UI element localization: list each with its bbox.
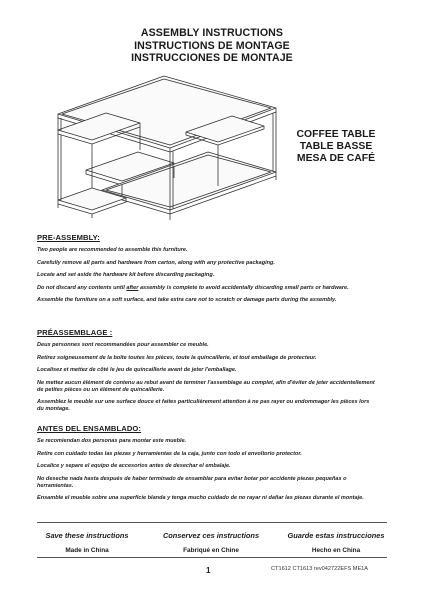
page-number: 1 [206, 566, 211, 575]
list-item: Assemble the furniture on a soft surface, and take extra care not to scratch or damage parts during the assembly. [37, 297, 337, 303]
list-item: Deux personnes sont recommandées pour assembler ce meuble. [37, 342, 209, 348]
list-item: Ensamble el mueble sobre una superficie blanda y tenga mucho cuidado de no rayar ni dañar las piezas durante el montaje. [37, 495, 364, 502]
title-french: INSTRUCTIONS DE MONTAGE [134, 39, 290, 52]
list-item: Ne mettez aucun élément de contenu au rebut avant de terminer l'assemblage au complet, afin d'éviter de jeter accidentellement de petites pièces ou un élément de quincaillerie. [37, 379, 375, 393]
list-item: Se recomiendan dos personas para montar este mueble. [37, 438, 187, 444]
product-name-french: TABLE BASSE [299, 141, 373, 153]
title-english: ASSEMBLY INSTRUCTIONS [140, 27, 284, 39]
item-text: assembly is complete to avoid accidentally discarding small parts or hardware. [138, 284, 349, 291]
section-heading-french: PRÉASSEMBLAGE : [37, 328, 113, 337]
footer-divider [37, 557, 387, 558]
title-spanish: INSTRUCCIONES DE MONTAJE [131, 52, 293, 64]
section-french [37, 328, 377, 419]
item-text: Do not discard any contents until [37, 284, 127, 291]
list-item: Two people are recommended to assemble this furniture. [37, 247, 188, 253]
list-item: Retirez soigneusement de la boîte toutes les pièces, toute la quincaillerie, et tout emballage de protecteur. [37, 354, 317, 361]
document-title [0, 27, 424, 65]
list-item: Locate and set aside the hardware kit before discarding packaging. [37, 272, 215, 278]
save-instructions-french: Conservez ces instructions [162, 531, 260, 540]
list-item: Localisez et mettez de côté le jeu de quincaillerie avant de jeter l'emballage. [37, 367, 237, 373]
made-in-spanish: Hecho en China [311, 547, 361, 554]
emphasis-text: after [126, 284, 139, 291]
section-english [37, 233, 377, 310]
made-in-french: Fabriqué en Chine [183, 547, 239, 554]
section-spanish [37, 424, 377, 508]
product-name [276, 129, 396, 166]
coffee-table-illustration [46, 68, 280, 226]
list-item: Carefully remove all parts and hardware from carton, along with any protective packaging. [37, 259, 275, 266]
footer-spanish [271, 531, 401, 556]
made-in-english: Made in China [65, 547, 109, 554]
list-item: No deseche nada hasta después de haber terminado de ensamblar para evitar botar por accidente piezas pequeñas o herramientas. [37, 475, 347, 489]
footer-divider [37, 522, 387, 523]
save-instructions-english: Save these instructions [45, 531, 129, 540]
product-codes: CT1612 CT1613 rev042722EFS ME1A [271, 566, 369, 572]
list-item: Localice y separe el equipo de accesorios antes de desechar el embalaje. [37, 463, 231, 469]
product-name-spanish: MESA DE CAFÉ [296, 153, 376, 165]
footer-french [146, 531, 276, 556]
save-instructions-spanish: Guarde estas instrucciones [287, 531, 385, 540]
footer-english [22, 531, 152, 556]
section-heading-english: PRE-ASSEMBLY: [37, 233, 100, 242]
section-heading-spanish: ANTES DEL ENSAMBLADO: [37, 424, 142, 433]
list-item [37, 285, 377, 292]
list-item: Retire con cuidado todas las piezas y herramientas de la caja, junto con todo el envoltorio protector. [37, 450, 302, 457]
product-name-english: COFFEE TABLE [296, 129, 376, 140]
list-item: Assemblez le meuble sur une surface douce et faites particulièrement attention à ne pas rayer ou endommager les pièces lors du montage. [37, 399, 370, 413]
